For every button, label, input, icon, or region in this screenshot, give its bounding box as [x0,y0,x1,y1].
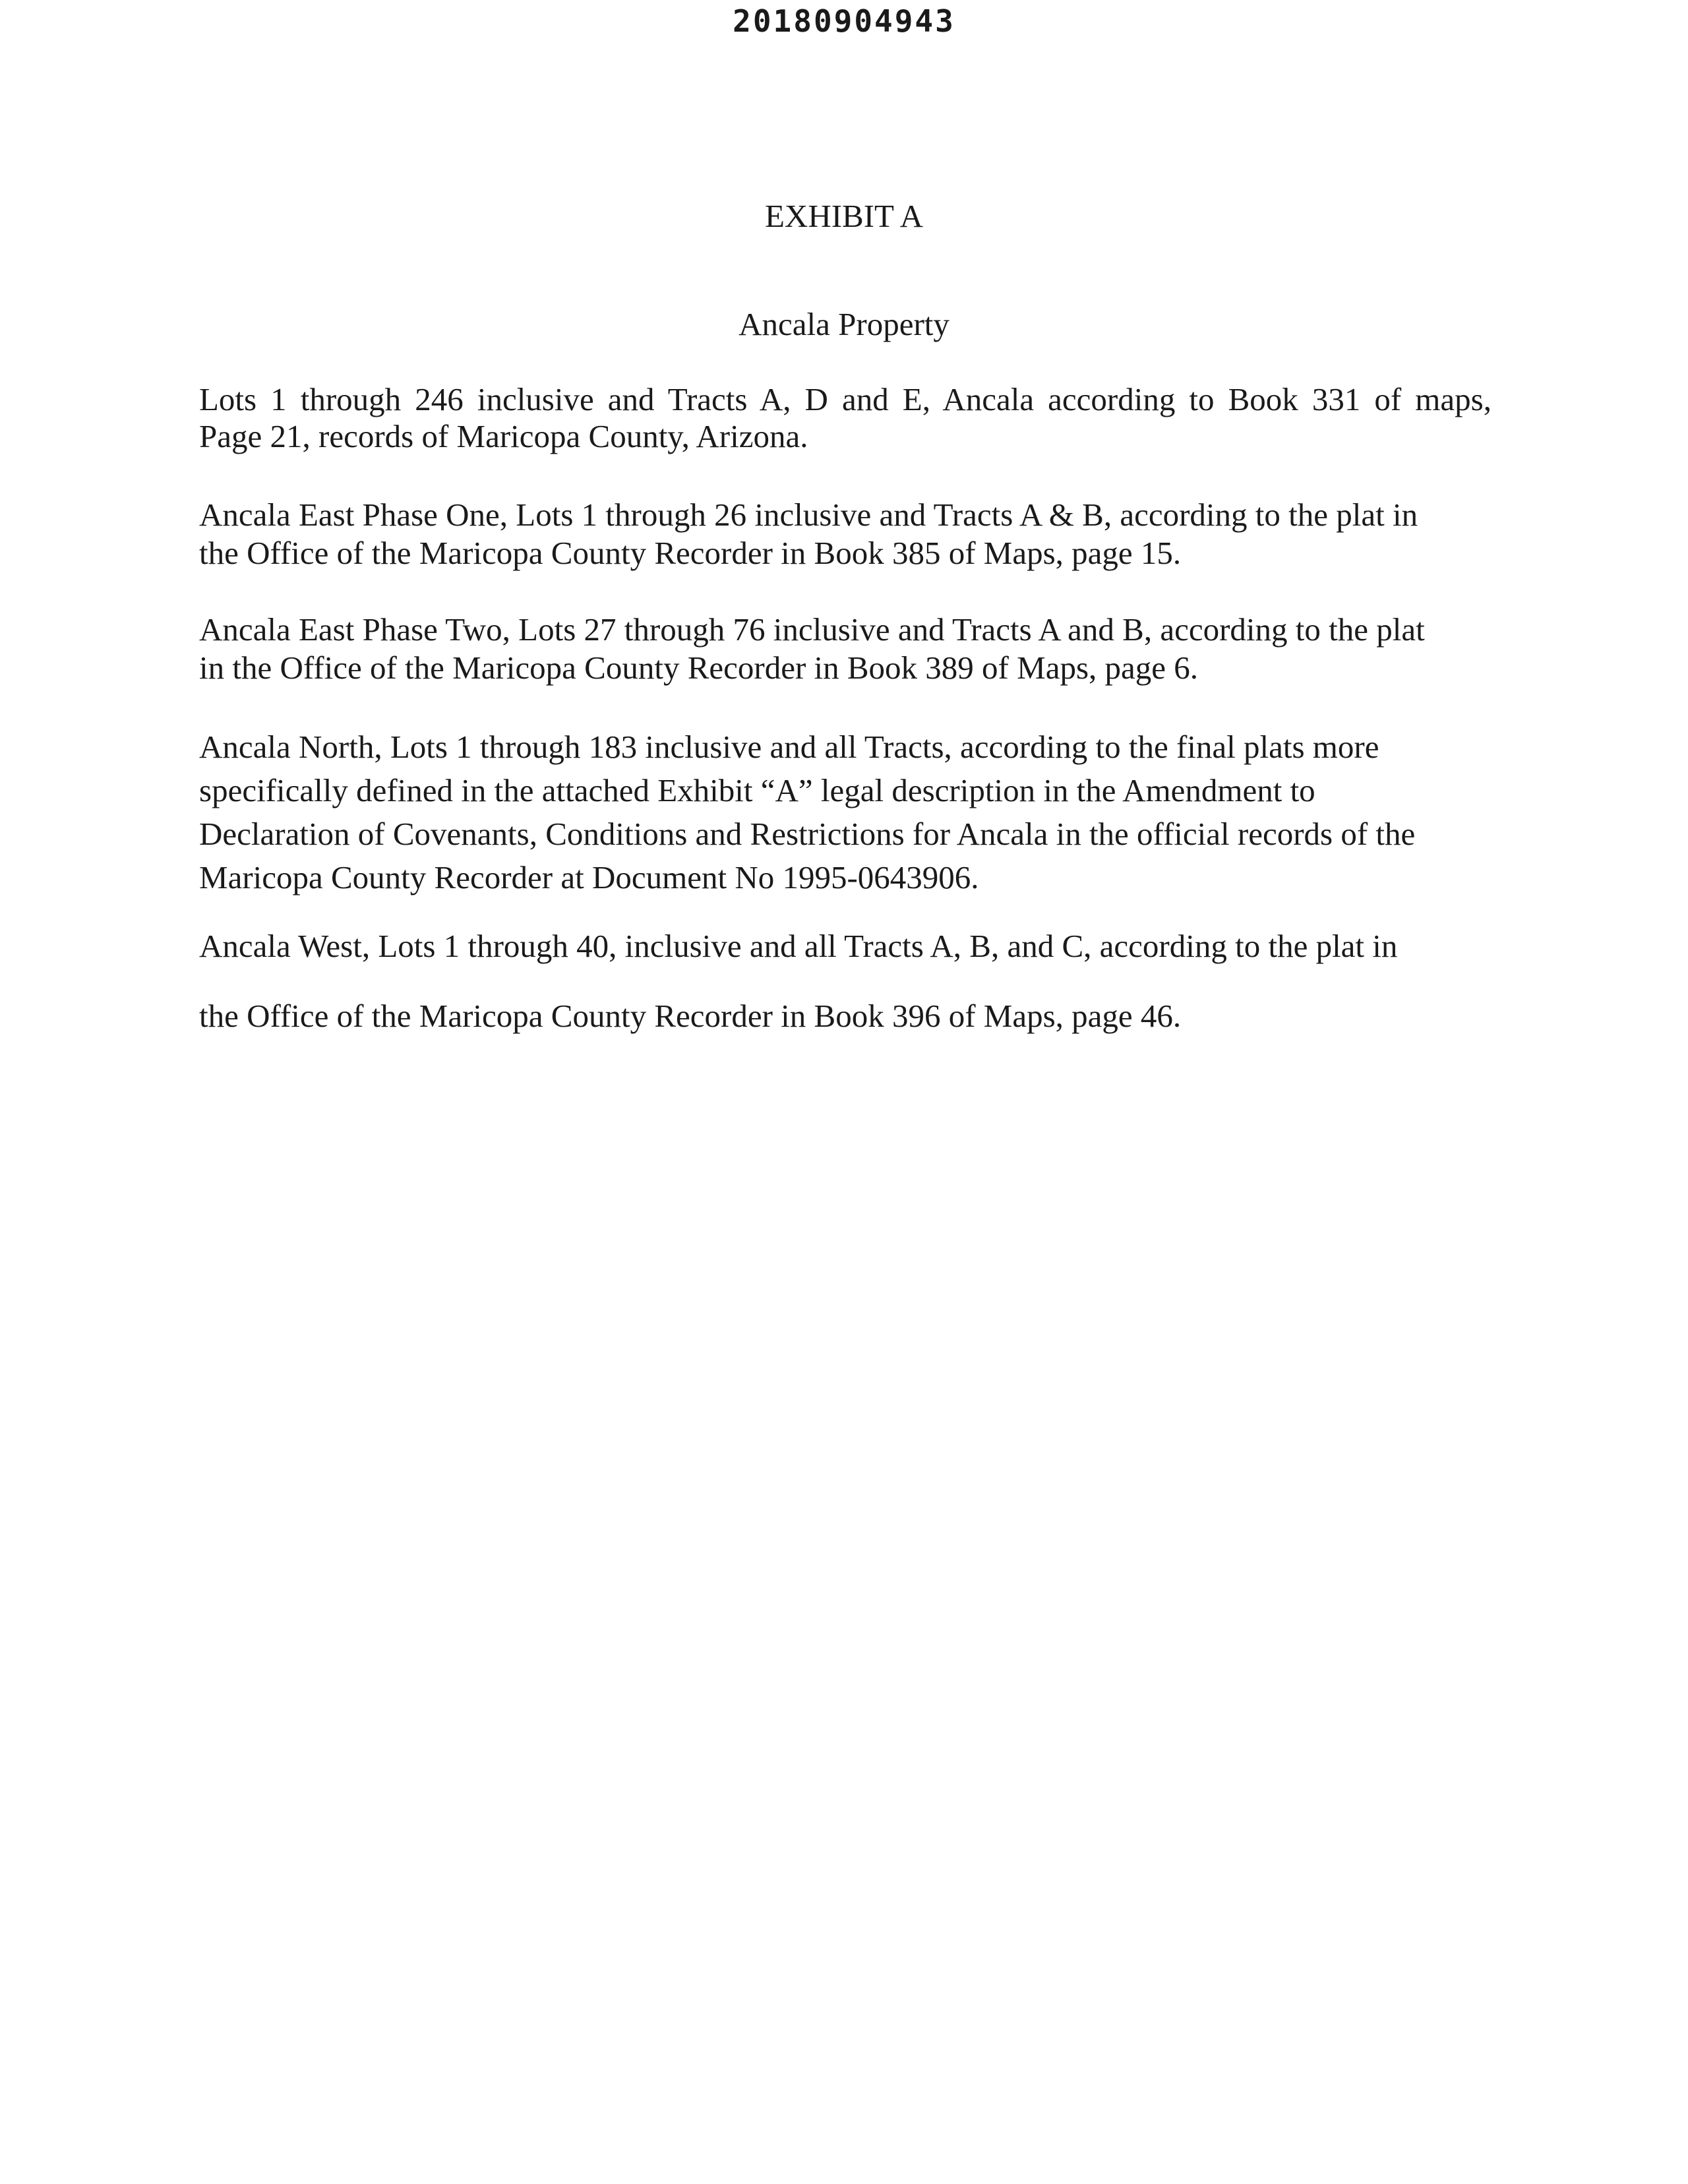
exhibit-title: EXHIBIT A [765,198,923,234]
paragraph-ancala [199,381,1492,455]
paragraph-ancala-east-phase-one [199,496,1492,572]
paragraph-text [199,496,1492,572]
paragraph-line: Lots 1 through 246 inclusive and Tracts A, D and E, Ancala according to Book 331 of maps, [199,381,1492,417]
paragraph-text [199,381,1492,455]
paragraph-ancala-west [199,927,1492,1035]
paragraph-text [199,725,1492,899]
paragraph-line: the Office of the Maricopa County Recorder in Book 396 of Maps, page 46. [199,998,1182,1034]
paragraph-line: in the Office of the Maricopa County Recorder in Book 389 of Maps, page 6. [199,650,1199,686]
paragraph-line: specifically defined in the attached Exhibit “A” legal description in the Amendment to [199,772,1315,808]
paragraph-line: Ancala North, Lots 1 through 183 inclusive and all Tracts, according to the final plats more [199,729,1379,765]
paragraph-line: Ancala East Phase One, Lots 1 through 26 inclusive and Tracts A & B, according to the plat in [199,497,1418,533]
property-title: Ancala Property [738,306,950,342]
paragraph-line: the Office of the Maricopa County Recorder in Book 385 of Maps, page 15. [199,535,1182,571]
recording-number: 20180904943 [733,3,955,39]
paragraph-line: Ancala West, Lots 1 through 40, inclusive and all Tracts A, B, and C, according to the plat in [199,928,1398,964]
paragraph-ancala-north [199,725,1492,899]
paragraph-line: Maricopa County Recorder at Document No 1995-0643906. [199,859,979,895]
paragraph-ancala-east-phase-two [199,611,1492,687]
paragraph-text [199,611,1492,687]
paragraph-line: Ancala East Phase Two, Lots 27 through 76 inclusive and Tracts A and B, according to the plat [199,611,1425,648]
paragraph-line: Page 21, records of Maricopa County, Arizona. [199,418,808,454]
paragraph-line: Declaration of Covenants, Conditions and Restrictions for Ancala in the official records of the [199,816,1416,852]
paragraph-text [199,927,1492,1035]
